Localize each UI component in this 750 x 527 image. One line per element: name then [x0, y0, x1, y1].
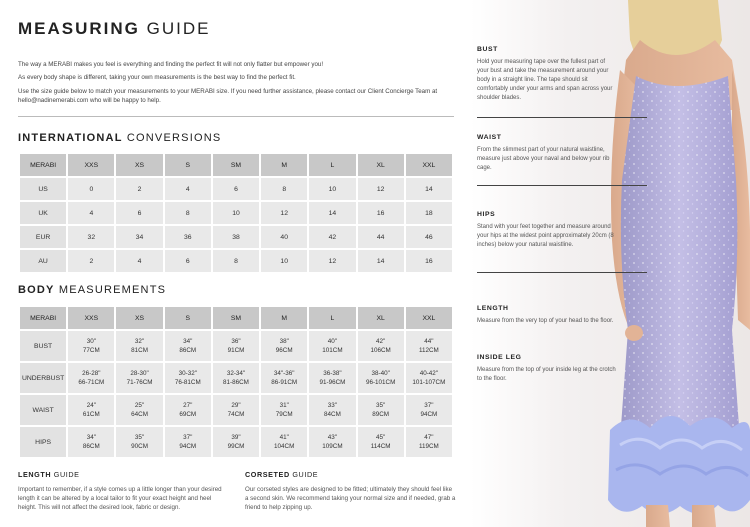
inches-value: 41": [279, 434, 289, 441]
table-cell: 4: [165, 178, 211, 200]
row-label: BUST: [20, 331, 66, 361]
hips-title: HIPS: [477, 211, 496, 218]
length-guide: [18, 470, 230, 512]
waist-instructions: [477, 134, 617, 173]
table-cell: [406, 395, 452, 425]
conversions-header-cell: MERABI: [20, 154, 66, 176]
length-instructions: [477, 305, 617, 326]
table-cell: [358, 395, 404, 425]
table-row: [20, 395, 452, 425]
inches-value: 36-38": [323, 370, 342, 377]
table-cell: [309, 427, 355, 457]
conversions-header-cell: L: [309, 154, 355, 176]
table-cell: 32: [68, 226, 114, 248]
intro-paragraph-3: Use the size guide below to match your measurements to your MERABI size. If you need further assistance, please contact our Client Concierge Team at hello@nadinemerabi.com who will be happy to help.: [18, 88, 438, 104]
cm-value: 74CM: [227, 411, 245, 418]
inches-value: 32": [134, 338, 145, 345]
table-cell: 16: [406, 250, 452, 272]
table-cell: [68, 427, 114, 457]
table-cell: [165, 395, 211, 425]
table-row: [20, 178, 452, 200]
cm-value: 94CM: [420, 411, 438, 418]
table-cell: 38: [213, 226, 259, 248]
bust-instructions: [477, 46, 617, 103]
cm-value: 66-71CM: [78, 379, 105, 386]
cm-value: 114CM: [370, 443, 391, 450]
table-cell: [213, 395, 259, 425]
inches-value: 42": [376, 338, 386, 345]
page-title-bold: MEASURING: [18, 19, 140, 38]
table-cell: 16: [358, 202, 404, 224]
corseted-guide-title: [245, 470, 457, 479]
conversions-header-row: [20, 154, 452, 176]
table-cell: 40: [261, 226, 307, 248]
table-cell: [68, 363, 114, 393]
inches-value: 26-28": [82, 370, 101, 377]
corseted-guide-title-bold: CORSETED: [245, 470, 290, 479]
table-cell: [261, 427, 307, 457]
inches-value: 35": [376, 402, 386, 409]
table-cell: 10: [261, 250, 307, 272]
length-guide-title-bold: LENGTH: [18, 470, 52, 479]
table-cell: 12: [309, 250, 355, 272]
row-label: AU: [20, 250, 66, 272]
table-row: [20, 427, 452, 457]
conversions-title: [18, 132, 221, 144]
cm-value: 86-91CM: [271, 379, 298, 386]
cm-value: 64CM: [131, 411, 148, 418]
inches-value: 44": [424, 338, 434, 345]
table-cell: [116, 427, 162, 457]
cm-value: 76-81CM: [174, 379, 201, 386]
conversions-header-cell: XS: [116, 154, 162, 176]
table-cell: 6: [116, 202, 162, 224]
inches-value: 30-32": [178, 370, 197, 377]
inches-value: 43": [327, 434, 338, 441]
inches-value: 38": [279, 338, 289, 345]
inches-value: 35": [134, 434, 145, 441]
hips-text: Stand with your feet together and measure around your hips at the widest point approximately 20cm (8 inches) below your natural waistline.: [477, 224, 614, 248]
table-cell: [406, 363, 452, 393]
body-measurements-table: [18, 305, 454, 459]
row-label: HIPS: [20, 427, 66, 457]
table-cell: [309, 395, 355, 425]
bust-title: BUST: [477, 46, 498, 53]
length-guide-title: [18, 470, 230, 479]
table-row: [20, 202, 452, 224]
conversions-header-cell: XXL: [406, 154, 452, 176]
bust-line: [477, 117, 647, 118]
inches-value: 31": [279, 402, 289, 409]
table-cell: 14: [406, 178, 452, 200]
inches-value: 30": [86, 338, 96, 345]
table-cell: [261, 395, 307, 425]
table-cell: 2: [68, 250, 114, 272]
table-cell: [358, 363, 404, 393]
inches-value: 47": [424, 434, 434, 441]
table-cell: [68, 331, 114, 361]
inches-value: 40-42": [419, 370, 439, 377]
cm-value: 81-86CM: [223, 379, 249, 386]
table-cell: [68, 395, 114, 425]
row-label: UNDERBUST: [20, 363, 66, 393]
cm-value: 104CM: [274, 443, 295, 450]
corseted-guide-title-light: GUIDE: [292, 470, 319, 479]
table-row: [20, 331, 452, 361]
cm-value: 86CM: [179, 347, 197, 354]
cm-value: 91-96CM: [319, 379, 346, 386]
bust-text: Hold your measuring tape over the fullest part of your bust and take the measurement around your body in a straight line. The tape should sit comfortably under your arms and span across your shoulder blades.: [477, 59, 613, 101]
hips-instructions: [477, 211, 617, 250]
cm-value: 96-101CM: [365, 379, 396, 386]
cm-value: 94CM: [179, 443, 197, 450]
inches-value: 34": [183, 338, 193, 345]
table-row: [20, 250, 452, 272]
conversions-header-cell: S: [165, 154, 211, 176]
cm-value: 96CM: [275, 347, 293, 354]
table-cell: 14: [309, 202, 355, 224]
table-cell: [213, 363, 259, 393]
table-cell: [406, 331, 452, 361]
inside-leg-title: INSIDE LEG: [477, 354, 522, 361]
table-cell: 0: [68, 178, 114, 200]
cm-value: 101-107CM: [412, 379, 446, 386]
table-cell: 10: [309, 178, 355, 200]
waist-line: [477, 185, 647, 186]
body-header-cell: XS: [116, 307, 162, 329]
table-row: [20, 226, 452, 248]
page-title-light: GUIDE: [146, 19, 211, 38]
body-header-cell: MERABI: [20, 307, 66, 329]
inches-value: 29": [231, 402, 241, 409]
body-title-bold: BODY: [18, 284, 55, 296]
inches-value: 45": [376, 434, 386, 441]
table-cell: [406, 427, 452, 457]
body-measurements-title: [18, 284, 166, 296]
inches-value: 27": [183, 402, 193, 409]
cm-value: 81CM: [131, 347, 148, 354]
table-cell: 8: [261, 178, 307, 200]
table-cell: [358, 427, 404, 457]
table-cell: 8: [213, 250, 259, 272]
table-cell: [261, 331, 307, 361]
inches-value: 40": [327, 338, 338, 345]
intro-paragraph-1: The way a MERABI makes you feel is everything and finding the perfect fit will not only flatter but empower you!: [18, 61, 324, 68]
length-guide-title-light: GUIDE: [53, 470, 80, 479]
table-cell: 18: [406, 202, 452, 224]
conversions-header-cell: SM: [213, 154, 259, 176]
inches-value: 34"-36": [273, 370, 295, 377]
inches-value: 32-34": [226, 370, 246, 377]
length-title: LENGTH: [477, 305, 509, 312]
table-cell: 12: [358, 178, 404, 200]
table-cell: 14: [358, 250, 404, 272]
body-header-cell: XXS: [68, 307, 114, 329]
hips-line: [477, 272, 647, 273]
table-cell: 6: [165, 250, 211, 272]
inches-value: 34": [86, 434, 96, 441]
table-cell: 10: [213, 202, 259, 224]
row-label: UK: [20, 202, 66, 224]
cm-value: 86CM: [82, 443, 100, 450]
table-cell: 46: [406, 226, 452, 248]
inches-value: 39": [231, 434, 241, 441]
body-header-cell: M: [261, 307, 307, 329]
cm-value: 61CM: [82, 411, 100, 418]
table-cell: 2: [116, 178, 162, 200]
cm-value: 99CM: [227, 443, 245, 450]
table-cell: [213, 331, 259, 361]
inches-value: 38-40": [371, 370, 390, 377]
body-header-cell: XL: [358, 307, 404, 329]
body-header-cell: S: [165, 307, 211, 329]
table-cell: 4: [68, 202, 114, 224]
cm-value: 84CM: [324, 411, 341, 418]
intro-paragraph-2: As every body shape is different, taking your own measurements is the best way to find the perfect fit.: [18, 74, 296, 81]
table-cell: 12: [261, 202, 307, 224]
body-header-cell: XXL: [406, 307, 452, 329]
divider: [18, 116, 454, 117]
cm-value: 91CM: [227, 347, 245, 354]
length-text: Measure from the very top of your head to the floor.: [477, 318, 614, 324]
inside-leg-instructions: [477, 354, 617, 384]
table-cell: [213, 427, 259, 457]
table-cell: [358, 331, 404, 361]
cm-value: 101CM: [322, 347, 343, 354]
cm-value: 109CM: [322, 443, 343, 450]
body-title-light: MEASUREMENTS: [58, 284, 167, 296]
inches-value: 37": [183, 434, 193, 441]
table-cell: [165, 427, 211, 457]
table-cell: [165, 331, 211, 361]
table-cell: 44: [358, 226, 404, 248]
cm-value: 89CM: [372, 411, 390, 418]
table-cell: 8: [165, 202, 211, 224]
cm-value: 106CM: [370, 347, 391, 354]
row-label: WAIST: [20, 395, 66, 425]
corseted-guide: [245, 470, 457, 512]
conversions-title-light: CONVERSIONS: [126, 132, 222, 144]
table-cell: 4: [116, 250, 162, 272]
inches-value: 33": [327, 402, 338, 409]
table-cell: [309, 363, 355, 393]
table-cell: 42: [309, 226, 355, 248]
waist-text: From the slimmest part of your natural waistline, measure just above your naval and below your rib cage.: [477, 147, 610, 171]
table-cell: 36: [165, 226, 211, 248]
table-row: [20, 363, 452, 393]
body-header-cell: SM: [213, 307, 259, 329]
table-cell: 34: [116, 226, 162, 248]
conversions-header-cell: XL: [358, 154, 404, 176]
cm-value: 119CM: [418, 443, 439, 450]
cm-value: 69CM: [179, 411, 197, 418]
row-label: US: [20, 178, 66, 200]
cm-value: 90CM: [131, 443, 148, 450]
table-cell: [165, 363, 211, 393]
cm-value: 71-76CM: [126, 379, 153, 386]
table-cell: 6: [213, 178, 259, 200]
table-cell: [116, 363, 162, 393]
cm-value: 79CM: [275, 411, 293, 418]
conversions-header-cell: M: [261, 154, 307, 176]
inches-value: 25": [134, 402, 145, 409]
inches-value: 37": [424, 402, 434, 409]
conversions-table: [18, 152, 454, 274]
inches-value: 28-30": [130, 370, 149, 377]
conversions-title-bold: INTERNATIONAL: [18, 132, 123, 144]
inside-leg-text: Measure from the top of your inside leg at the crotch to the floor.: [477, 367, 616, 382]
table-cell: [116, 395, 162, 425]
corseted-guide-text: Our corseted styles are designed to be fitted; ultimately they should feel like a second skin. We recommend taking your normal size and if needed, grab a friend to help zipping up.: [245, 486, 456, 511]
table-cell: [309, 331, 355, 361]
inches-value: 24": [86, 402, 96, 409]
conversions-header-cell: XXS: [68, 154, 114, 176]
waist-title: WAIST: [477, 134, 502, 141]
page-title: [18, 19, 210, 39]
table-cell: [261, 363, 307, 393]
length-guide-text: Important to remember, if a style comes up a little longer than your desired length it can be altered by a local tailor to fit your exact height and heel height. This will not affect the desired look, fabric or design.: [18, 486, 222, 511]
body-header-cell: L: [309, 307, 355, 329]
inches-value: 36": [231, 338, 241, 345]
cm-value: 112CM: [418, 347, 439, 354]
body-header-row: [20, 307, 452, 329]
cm-value: 77CM: [82, 347, 100, 354]
row-label: EUR: [20, 226, 66, 248]
table-cell: [116, 331, 162, 361]
